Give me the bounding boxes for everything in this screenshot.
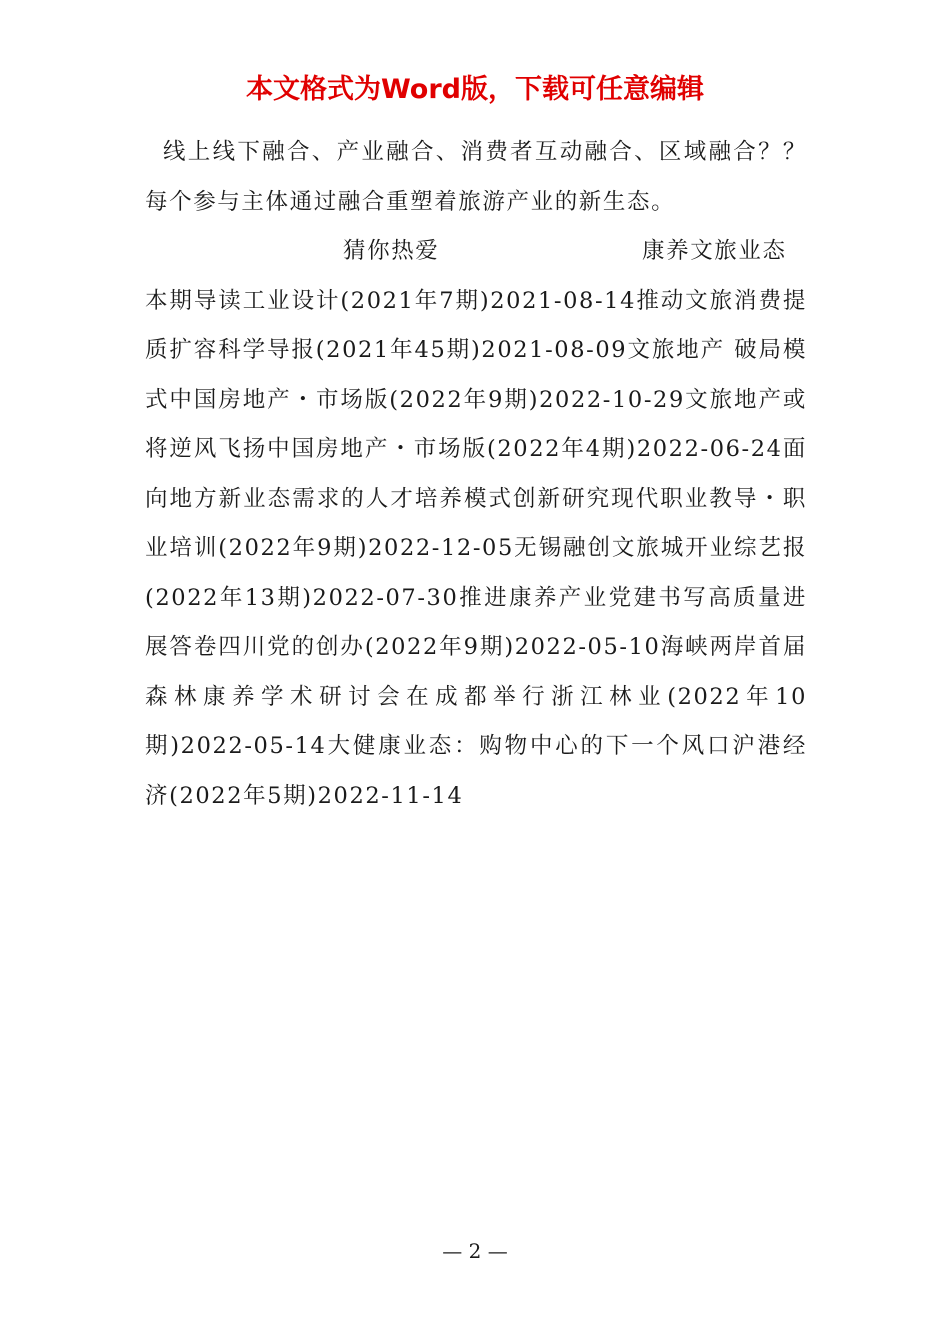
tag-wellness-tourism[interactable]: 康养文旅业态 xyxy=(642,238,787,264)
tag-row xyxy=(145,227,807,277)
document-body xyxy=(145,128,807,821)
page-number: — 2 — xyxy=(442,1239,508,1263)
tag-guess-you-like[interactable]: 猜你热爱 xyxy=(343,238,440,264)
reading-list-paragraph: 本期导读工业设计(2021年7期)2021-08-14推动文旅消费提质扩容科学导报(2021年45期)2021-08-09文旅地产 破局模式中国房地产・市场版(2022年9期)2022-10-29文旅地产或将逆风飞扬中国房地产・市场版(2022年4期)2022-06-24面向地方新业态需求的人才培养模式创新研究现代职业教导・职业培训(2022年9期)2022-12-05无锡融创文旅城开业综艺报(2022年13期)2022-07-30推进康养产业党建书写高质量进展答卷四川党的创办(2022年9期)2022-05-10海峡两岸首届森林康养学术研讨会在成都举行浙江林业(2022年10期)2022-05-14大健康业态：购物中心的下一个风口沪港经济(2022年5期)2022-11-14 xyxy=(145,287,807,809)
document-banner: 本文格式为Word版，下载可任意编辑 xyxy=(245,74,704,105)
intro-paragraph: 线上线下融合、产业融合、消费者互动融合、区域融合？？每个参与主体通过融合重塑着旅游产业的新生态。 xyxy=(145,139,807,215)
